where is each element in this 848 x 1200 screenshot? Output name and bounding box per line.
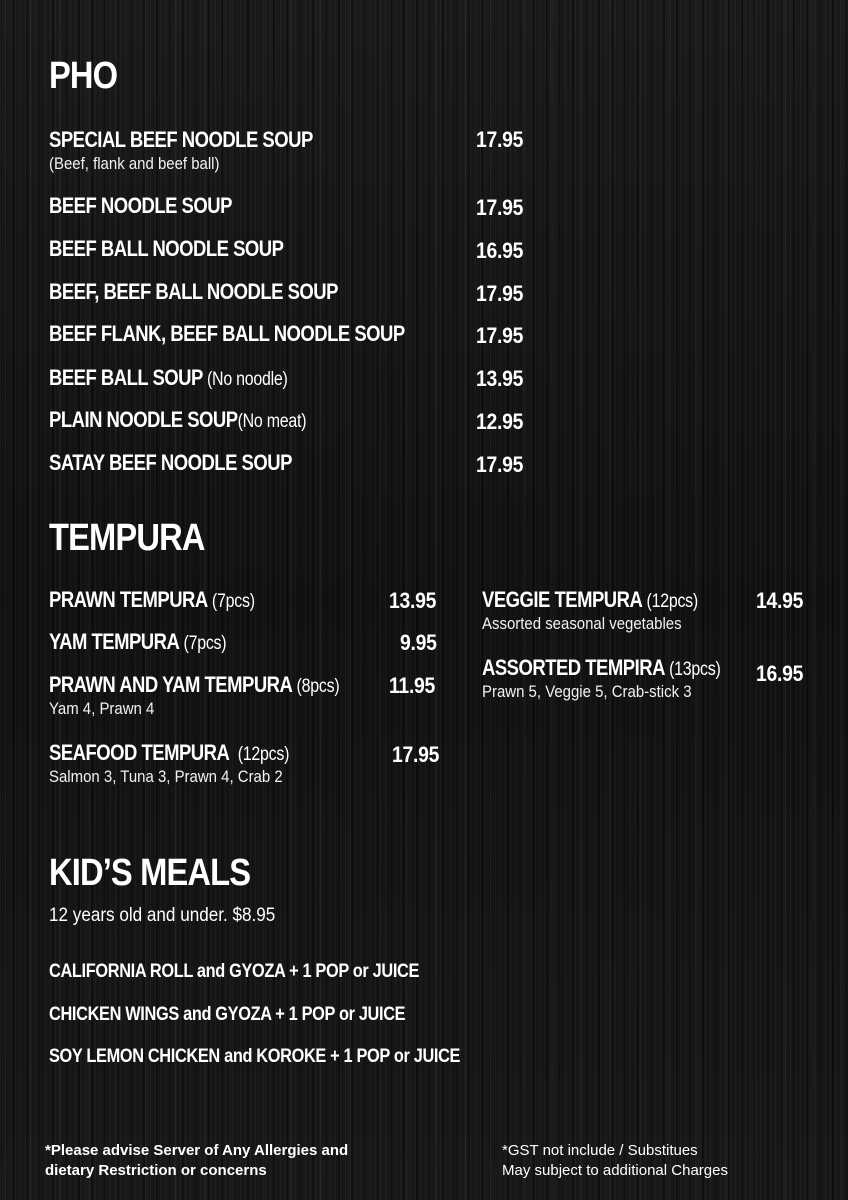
item-name-text: SPECIAL BEEF NOODLE SOUP (49, 127, 313, 152)
item-price: 16.95 (756, 661, 804, 686)
item-description: Salmon 3, Tuna 3, Prawn 4, Crab 2 (49, 767, 283, 786)
item-name (49, 740, 289, 766)
item-note: (No meat) (237, 411, 307, 432)
item-price: 14.95 (756, 588, 804, 613)
item-name (49, 450, 292, 476)
item-name (49, 407, 306, 433)
item-price: 17.95 (392, 742, 440, 767)
item-name (482, 587, 698, 613)
kids-section-title: KID’S MEALS (49, 852, 251, 894)
item-price: 16.95 (476, 238, 524, 263)
kids-meal-item: CHICKEN WINGS and GYOZA + 1 POP or JUICE (49, 1004, 406, 1025)
item-name-text: SEAFOOD TEMPURA (49, 740, 230, 765)
item-name-text: PRAWN TEMPURA (49, 587, 208, 612)
item-description: Yam 4, Prawn 4 (49, 699, 155, 718)
item-name (482, 655, 721, 681)
item-price: 17.95 (476, 452, 524, 477)
item-name (49, 127, 313, 153)
menu-item (49, 740, 335, 787)
kids-subtitle: 12 years old and under. $8.95 (49, 905, 276, 926)
item-name-text: YAM TEMPURA (49, 629, 180, 654)
item-price: 12.95 (476, 409, 524, 434)
pho-section-title: PHO (49, 55, 118, 97)
item-name-text: BEEF, BEEF BALL NOODLE SOUP (49, 279, 338, 304)
kids-meal-item: CALIFORNIA ROLL and GYOZA + 1 POP or JUICE (49, 961, 420, 982)
item-name-text: BEEF BALL NOODLE SOUP (49, 236, 284, 261)
item-price: 13.95 (389, 588, 437, 613)
item-name (49, 587, 255, 613)
item-price: 17.95 (476, 281, 524, 306)
item-description: Prawn 5, Veggie 5, Crab-stick 3 (482, 682, 692, 701)
item-price: 17.95 (476, 195, 524, 220)
item-note: (8pcs) (292, 676, 340, 697)
menu-item (482, 587, 739, 634)
item-name (49, 629, 226, 655)
item-note: (13pcs) (664, 659, 721, 680)
item-price: 13.95 (476, 366, 524, 391)
item-note: (No noodle) (202, 369, 288, 390)
item-name (49, 365, 288, 391)
menu-item (49, 127, 363, 174)
menu-item (49, 672, 395, 719)
menu-item (482, 655, 766, 702)
item-note: (7pcs) (207, 591, 255, 612)
item-name (49, 672, 339, 698)
item-name-text: BEEF FLANK, BEEF BALL NOODLE SOUP (49, 321, 405, 346)
item-name (49, 279, 338, 305)
tempura-section-title: TEMPURA (49, 517, 205, 559)
item-price: 17.95 (476, 127, 524, 152)
item-name-text: VEGGIE TEMPURA (482, 587, 643, 612)
gst-note: *GST not include / Substitues May subject to additional Charges (502, 1142, 728, 1179)
item-price: 11.95 (389, 673, 436, 698)
item-note: (7pcs) (179, 633, 227, 654)
item-name (49, 321, 405, 347)
item-description: (Beef, flank and beef ball) (49, 154, 220, 173)
item-name (49, 193, 232, 219)
item-name-text: SATAY BEEF NOODLE SOUP (49, 450, 292, 475)
allergy-note: *Please advise Server of Any Allergies and dietary Restriction or concerns (45, 1142, 349, 1179)
item-name-text: PLAIN NOODLE SOUP (49, 407, 238, 432)
item-price: 9.95 (400, 630, 437, 655)
item-name-text: BEEF NOODLE SOUP (49, 193, 232, 218)
item-name-text: BEEF BALL SOUP (49, 365, 203, 390)
item-price: 17.95 (476, 323, 524, 348)
item-name (49, 236, 283, 262)
item-note: (12pcs) (642, 591, 698, 612)
item-description: Assorted seasonal vegetables (482, 614, 682, 633)
item-name-text: PRAWN AND YAM TEMPURA (49, 672, 293, 697)
item-note: (12pcs) (229, 744, 290, 765)
item-name-text: ASSORTED TEMPIRA (482, 655, 665, 680)
kids-meal-item: SOY LEMON CHICKEN and KOROKE + 1 POP or JUICE (49, 1046, 461, 1067)
